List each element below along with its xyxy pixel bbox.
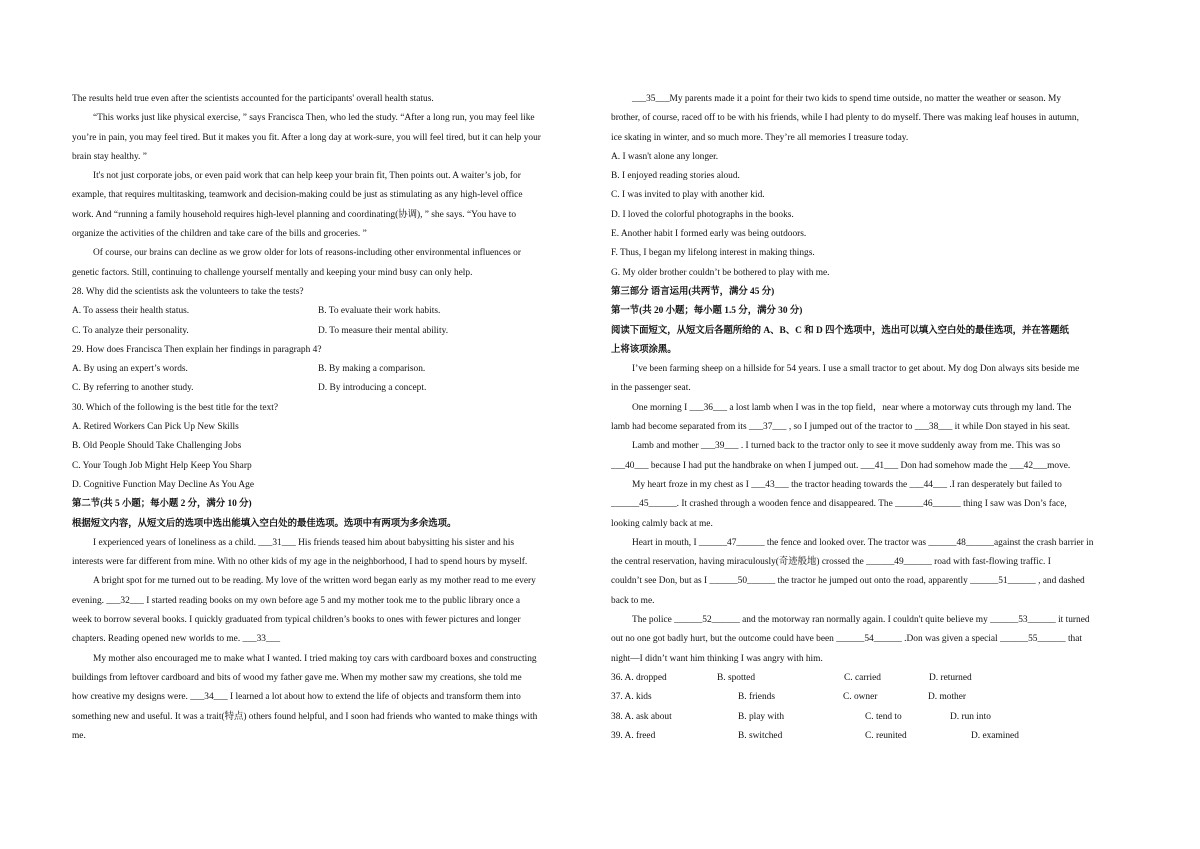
text-line: ice skating in winter, and so much more. They’re all memories I treasure today.: [611, 132, 909, 143]
text-line: night—I didn’t want him thinking I was angry with him.: [611, 653, 823, 664]
text-line: A. I wasn't alone any longer.: [611, 151, 719, 162]
text-line: D. Cognitive Function May Decline As You Age: [72, 479, 255, 490]
text-line: D. I loved the colorful photographs in the books.: [611, 209, 794, 220]
answer-option: D. To measure their mental ability.: [318, 325, 449, 336]
text-line: evening. ___32___ I started reading books on my own before age 5 and my mother took me to the public library once a: [72, 595, 521, 606]
text-line: E. Another habit I formed early was being outdoors.: [611, 229, 807, 240]
right-column: [611, 90, 1129, 746]
answer-option: D. By introducing a concept.: [318, 383, 427, 394]
text-line: My mother also encouraged me to make what I wanted. I tried making toy cars with cardboard boxes and constructing: [93, 653, 537, 664]
text-line: 29. How does Francisca Then explain her findings in paragraph 4?: [72, 344, 322, 355]
section-heading-line: 第三部分 语言运用(共两节，满分 45 分): [611, 286, 775, 297]
text-line: Of course, our brains can decline as we grow older for lots of reasons-including other environmental influences or: [93, 248, 521, 259]
text-line: brain stay healthy. ”: [72, 151, 147, 162]
text-line: the central reservation, having miraculously(奇迹般地) crossed the ______49______ road with fast-flowing traffic. I: [611, 557, 1051, 568]
cloze-option: B. switched: [738, 730, 783, 741]
text-line: G. My older brother couldn’t be bothered to play with me.: [611, 267, 830, 278]
text-line: One morning I ___36___ a lost lamb when I was in the top field，near where a motorway cuts through my land. The: [632, 402, 1072, 413]
text-line: brother, of course, raced off to be with his friends, while I had plenty to do myself. There was making leaf houses in autumn,: [611, 113, 1079, 124]
cloze-options-row: [611, 669, 1129, 688]
text-line: buildings from leftover cardboard and bits of wood my father gave me. When my mother saw my creations, she told me: [72, 672, 522, 683]
text-line: genetic factors. Still, continuing to challenge yourself mentally and keeping your mind busy can only help.: [72, 267, 473, 278]
text-line: I experienced years of loneliness as a child. ___31___ His friends teased him about babysitting his sister and his: [93, 537, 515, 548]
text-line: out no one got badly hurt, but the outcome could have been ______54______ .Don was given a special ______55______ that: [611, 634, 1083, 645]
text-line: A bright spot for me turned out to be reading. My love of the written word began early as my mother read to me every: [93, 576, 536, 587]
cloze-option: B. spotted: [717, 672, 756, 683]
cloze-option: B. play with: [738, 711, 785, 722]
section-heading-line: 上将该项涂黑。: [611, 344, 677, 355]
section-heading-line: 阅读下面短文，从短文后各题所给的 A、B、C 和 D 四个选项中，选出可以填入空白处的最佳选项，并在答题纸: [611, 325, 1069, 336]
answer-option: C. By referring to another study.: [72, 383, 194, 394]
section-heading-line: 第一节(共 20 小题；每小题 1.5 分，满分 30 分): [611, 306, 803, 317]
cloze-options-row: [611, 727, 1129, 746]
answer-options-row: [72, 379, 590, 398]
cloze-option: C. tend to: [865, 711, 902, 722]
cloze-option: D. run into: [950, 711, 991, 722]
text-line: Lamb and mother ___39___ . I turned back to the tractor only to see it move suddenly away from me. This was so: [632, 441, 1061, 452]
cloze-options-row: [611, 688, 1129, 707]
text-line: F. Thus, I began my lifelong interest in making things.: [611, 248, 815, 259]
text-line: The results held true even after the scientists accounted for the participants' overall health status.: [72, 94, 434, 104]
text-line: lamb had become separated from its ___37___ , so I jumped out of the tractor to ___38___ it while Don stayed in his seat.: [611, 422, 1071, 433]
text-line: A. Retired Workers Can Pick Up New Skills: [72, 422, 239, 433]
text-line: C. Your Tough Job Might Help Keep You Sharp: [72, 460, 252, 471]
text-line: My heart froze in my chest as I ___43___ the tractor heading towards the ___44___ .I ran desperately but failed to: [632, 479, 1062, 490]
text-line: back to me.: [611, 595, 655, 606]
section-heading-line: 根据短文内容，从短文后的选项中选出能填入空白处的最佳选项。选项中有两项为多余选项。: [72, 518, 457, 529]
text-line: The police ______52______ and the motorway ran normally again. I couldn't quite believe my ______53______ it turned: [632, 615, 1090, 626]
text-line: you’re in pain, you may feel tired. But it makes you fit. After a long day at work-sure, you will feel tired, but it can help your: [72, 132, 541, 143]
text-line: B. Old People Should Take Challenging Jobs: [72, 441, 242, 452]
cloze-option: D. returned: [929, 672, 972, 683]
cloze-option: 36. A. dropped: [611, 672, 667, 683]
text-line: example, that requires multitasking, teamwork and decision-making could be just as stimulating as any high-level office: [72, 190, 523, 201]
cloze-options-row: [611, 708, 1129, 727]
cloze-option: 37. A. kids: [611, 692, 652, 703]
text-line: something new and useful. It was a trait(特点) others found helpful, and I soon had friends who wanted to make things with: [72, 711, 538, 722]
text-line: how creative my designs were. ___34___ I learned a lot about how to extend the life of objects and transform them into: [72, 692, 521, 703]
text-line: 30. Which of the following is the best title for the text?: [72, 402, 279, 413]
answer-option: A. To assess their health status.: [72, 306, 190, 317]
cloze-option: 38. A. ask about: [611, 711, 672, 722]
text-line: “This works just like physical exercise, ” says Francisca Then, who led the study. “After a long run, you may feel like: [93, 113, 535, 124]
text-line: week to borrow several books. I quickly graduated from typical children’s books to ones with fewer pictures and longer: [72, 615, 521, 626]
cloze-option: 39. A. freed: [611, 730, 656, 741]
cloze-option: C. reunited: [865, 730, 907, 741]
text-line: B. I enjoyed reading stories aloud.: [611, 171, 740, 182]
cloze-option: D. mother: [928, 692, 967, 703]
text-line: ___35___My parents made it a point for their two kids to spend time outside, no matter the weather or season. My: [632, 94, 1062, 104]
answer-options-row: [72, 322, 590, 341]
answer-options-row: [72, 360, 590, 379]
text-line: work. And “running a family household requires high-level planning and coordinating(协调), ” she says. “You have to: [72, 209, 517, 220]
answer-option: C. To analyze their personality.: [72, 325, 189, 336]
text-line: C. I was invited to play with another kid.: [611, 190, 765, 201]
text-line: organize the activities of the children and take care of the bills and groceries. ”: [72, 229, 367, 240]
text-line: in the passenger seat.: [611, 383, 691, 394]
answer-options-row: [72, 302, 590, 321]
answer-option: B. To evaluate their work habits.: [318, 306, 441, 317]
text-line: couldn’t see Don, but as I ______50______ the tractor he jumped out onto the road, apparently ______51______ , and dashed: [611, 576, 1085, 587]
left-column: [72, 90, 590, 746]
text-line: chapters. Reading opened new worlds to me. ___33___: [72, 634, 281, 645]
answer-option: A. By using an expert’s words.: [72, 364, 188, 375]
cloze-option: B. friends: [738, 692, 775, 703]
text-line: looking calmly back at me.: [611, 518, 713, 529]
text-line: It's not just corporate jobs, or even paid work that can help keep your brain fit, Then points out. A waiter’s job, for: [93, 171, 521, 182]
text-line: I’ve been farming sheep on a hillside for 54 years. I use a small tractor to get about. My dog Don always sits beside me: [632, 364, 1080, 375]
text-line: ______45______. It crashed through a wooden fence and disappeared. The ______46______ thing I saw was Don’s face,: [611, 499, 1067, 510]
cloze-option: C. carried: [844, 672, 881, 683]
answer-option: B. By making a comparison.: [318, 364, 426, 375]
section-heading-line: 第二节(共 5 小题；每小题 2 分，满分 10 分): [72, 499, 252, 510]
cloze-option: C. owner: [843, 692, 878, 703]
text-line: interests were far different from mine. With no other kids of my age in the neighborhood, I had to spend hours by myself.: [72, 557, 528, 568]
text-line: me.: [72, 730, 86, 741]
text-line: 28. Why did the scientists ask the volunteers to take the tests?: [72, 286, 304, 297]
text-line: Heart in mouth, I ______47______ the fence and looked over. The tractor was ______48______against the crash barrier in: [632, 537, 1094, 548]
text-line: ___40___ because I had put the handbrake on when I jumped out. ___41___ Don had somehow made the ___42___move.: [611, 460, 1071, 471]
cloze-option: D. examined: [971, 730, 1019, 741]
